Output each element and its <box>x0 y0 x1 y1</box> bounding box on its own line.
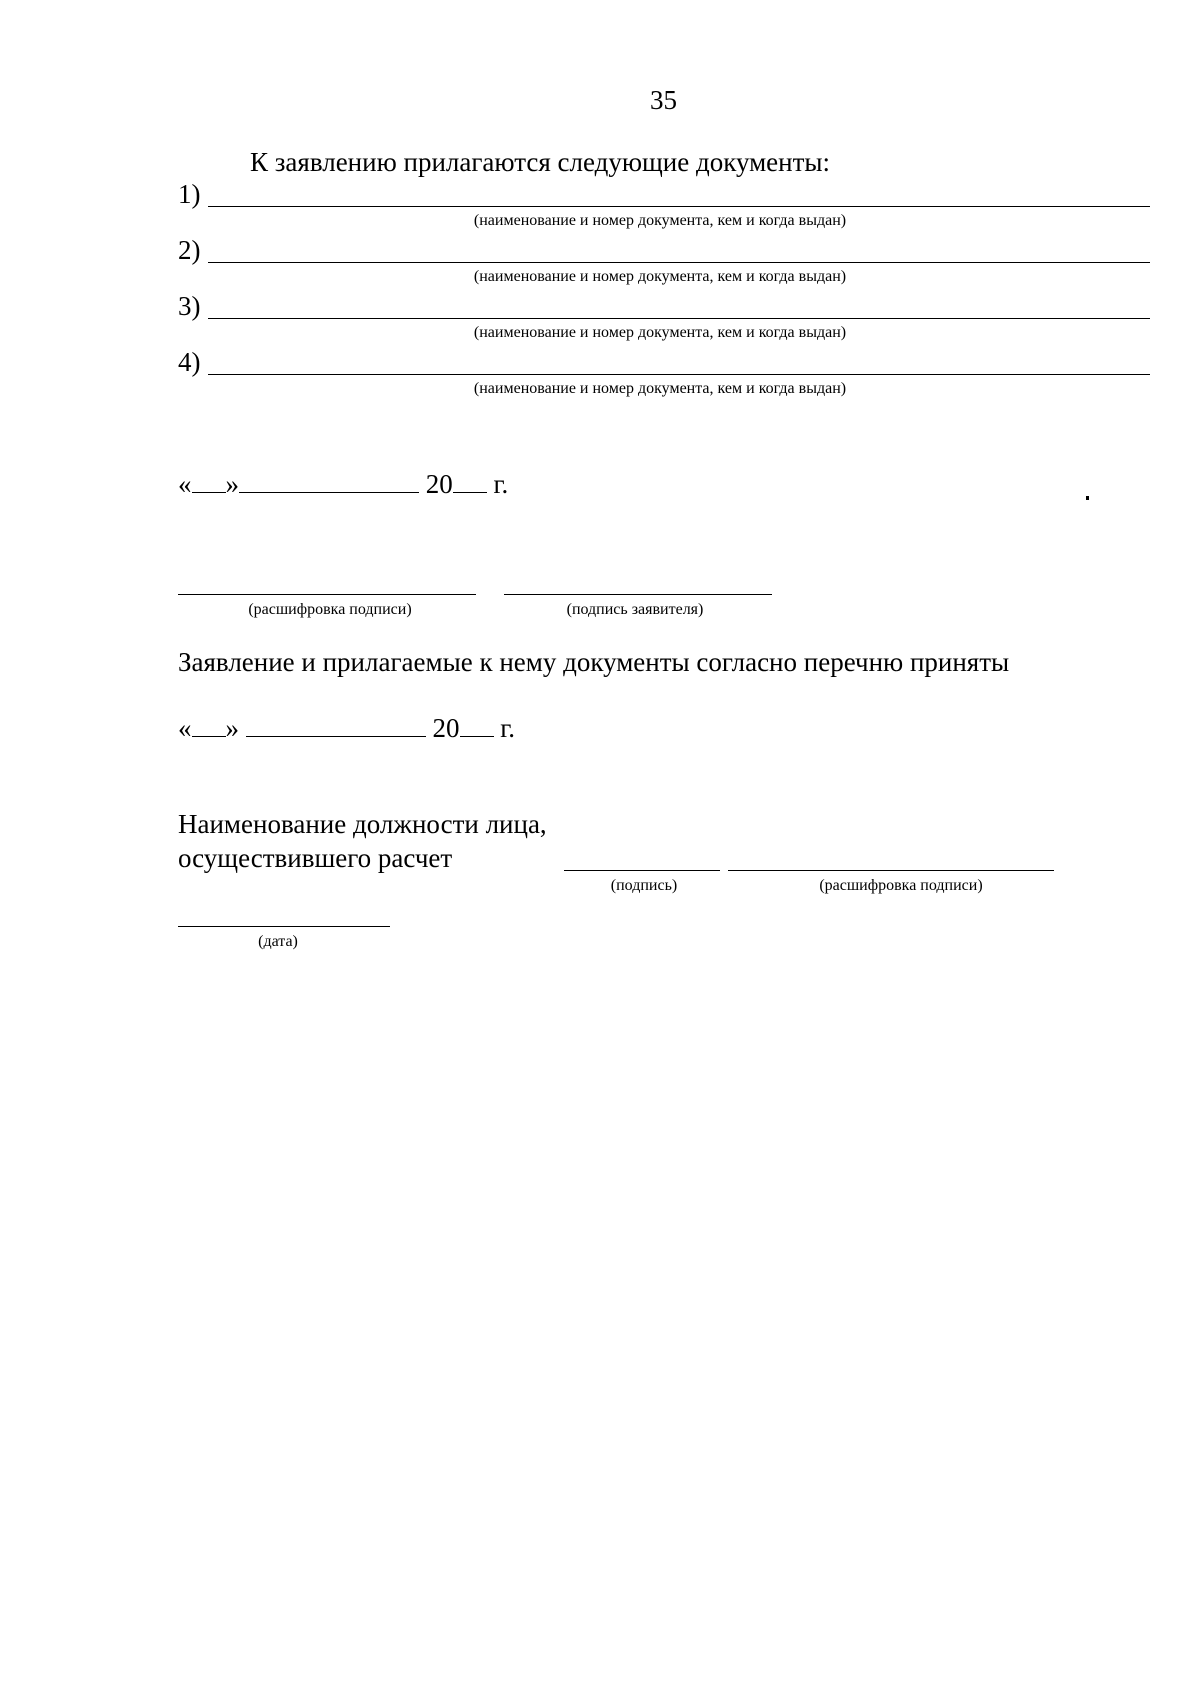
official-position-line-1: Наименование должности лица, <box>178 809 547 839</box>
year-suffix: г. <box>493 469 509 499</box>
attachment-line-1[interactable] <box>208 206 1150 207</box>
year-prefix: 20 <box>425 469 453 499</box>
official-position-line-2: осуществившего расчет <box>178 843 453 873</box>
attachment-number-3: 3) <box>178 291 201 321</box>
year-blank[interactable] <box>453 470 487 493</box>
attachment-caption-4: (наименование и номер документа, кем и когда выдан) <box>473 380 847 397</box>
accepted-statement: Заявление и прилагаемые к нему документы согласно перечню приняты <box>178 647 1010 677</box>
official-signature-caption: (подпись) <box>610 877 678 894</box>
date-field-2 <box>178 712 515 744</box>
date-open-quote: « <box>178 713 192 743</box>
applicant-signature-line[interactable] <box>504 594 772 595</box>
year-suffix: г. <box>500 713 516 743</box>
attachments-heading: К заявлению прилагаются следующие документы: <box>250 147 831 177</box>
applicant-decoding-caption: (расшифровка подписи) <box>248 601 412 618</box>
date-close-quote: » <box>225 469 239 499</box>
attachment-line-2[interactable] <box>208 262 1150 263</box>
applicant-decoding-line[interactable] <box>178 594 476 595</box>
attachment-number-1: 1) <box>178 179 201 209</box>
official-decoding-caption: (расшифровка подписи) <box>819 877 983 894</box>
applicant-signature-caption: (подпись заявителя) <box>566 601 704 618</box>
month-blank[interactable] <box>239 470 419 493</box>
attachment-caption-3: (наименование и номер документа, кем и когда выдан) <box>473 324 847 341</box>
day-blank[interactable] <box>192 470 226 493</box>
attachment-line-3[interactable] <box>208 318 1150 319</box>
date-field-1 <box>178 468 508 500</box>
official-decoding-line[interactable] <box>728 870 1054 871</box>
month-blank[interactable] <box>246 714 426 737</box>
attachment-caption-2: (наименование и номер документа, кем и когда выдан) <box>473 268 847 285</box>
year-prefix: 20 <box>432 713 460 743</box>
day-blank[interactable] <box>192 714 226 737</box>
official-date-line[interactable] <box>178 926 390 927</box>
attachment-number-2: 2) <box>178 235 201 265</box>
date-close-quote: » <box>225 713 239 743</box>
scan-speck <box>1086 496 1089 500</box>
page-number: 35 <box>650 85 677 115</box>
year-blank[interactable] <box>460 714 494 737</box>
attachment-line-4[interactable] <box>208 374 1150 375</box>
official-date-caption: (дата) <box>258 933 298 950</box>
official-signature-line[interactable] <box>564 870 720 871</box>
attachment-caption-1: (наименование и номер документа, кем и когда выдан) <box>473 212 847 229</box>
attachment-number-4: 4) <box>178 347 201 377</box>
date-open-quote: « <box>178 469 192 499</box>
